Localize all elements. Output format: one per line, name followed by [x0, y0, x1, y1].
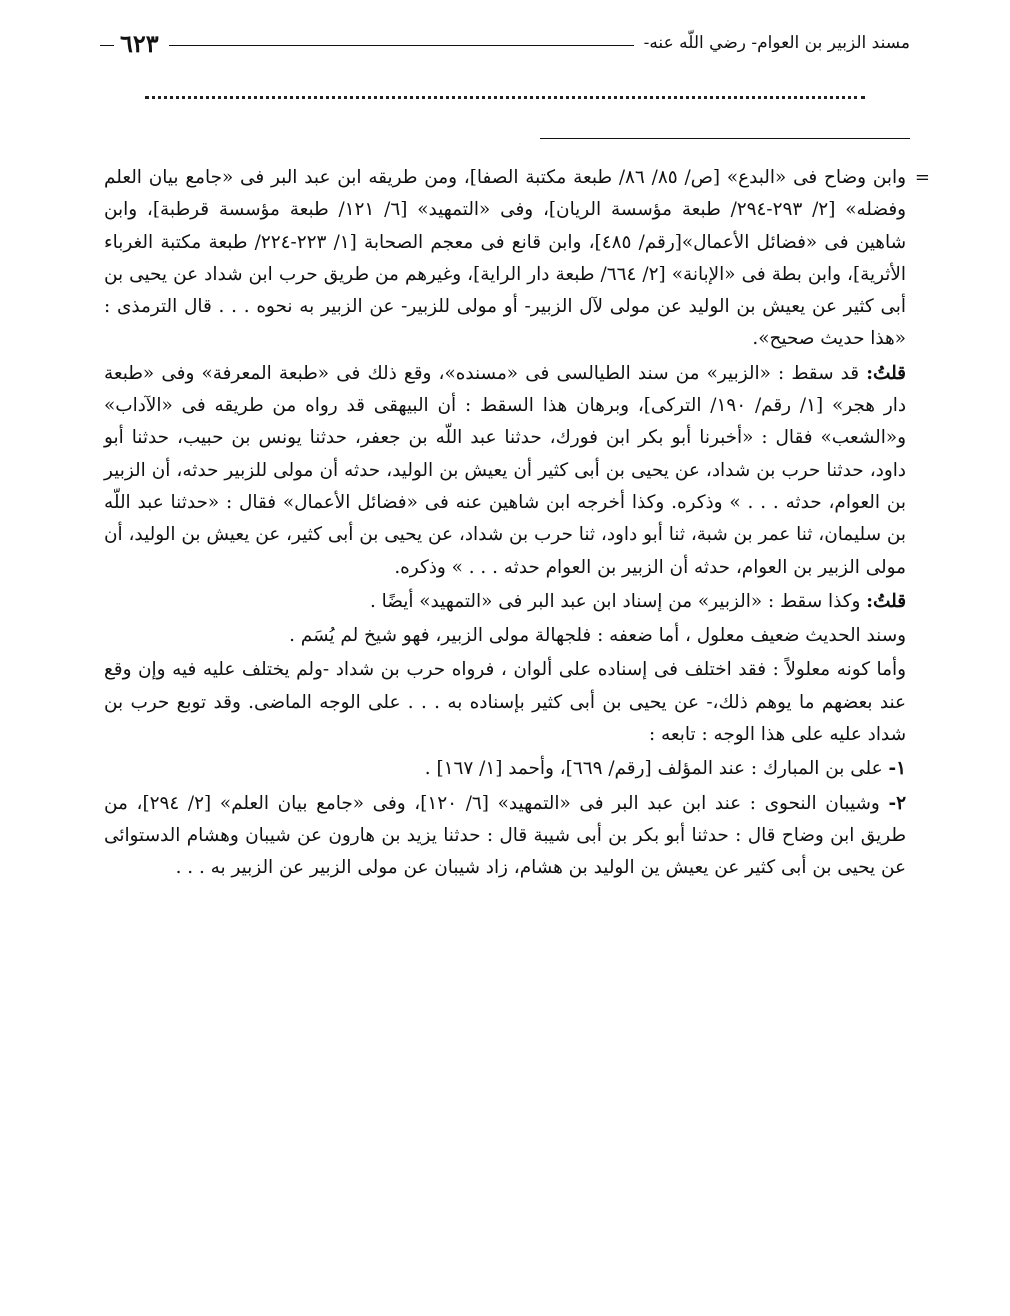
paragraph-text: وكذا سقط : «الزبير» من إسناد ابن عبد البر فى «التمهيد» أيضًا .: [369, 590, 861, 612]
page-number-dash: [100, 45, 114, 46]
list-item-text: وشيبان النحوى : عند ابن عبد البر فى «التمهيد» [٦/ ١٢٠]، وفى «جامع بيان العلم» [٢/ ٢٩٤]، من طريق ابن وضاح قال : حدثنا أبو بكر بن أبى شيبة قال : حدثنا يزيد بن هارون عن شيبان وهشام الدستوائى عن يحيى بن أبى كثير عن يعيش ين الوليد بن هشام، زاد شيبان عن مولى الزبير عن الزبير به . . .: [104, 792, 906, 879]
list-item-number: ٢-: [888, 792, 907, 814]
continuation-mark: =: [914, 167, 930, 188]
running-header: [100, 28, 910, 58]
paragraph-sanad-weak: [104, 620, 906, 652]
paragraph-qult-2: [104, 586, 906, 618]
footnote-rule: [540, 138, 910, 139]
paragraph-qult-1: [104, 358, 906, 584]
running-header-title: مسند الزبير بن العوام- رضي اللّه عنه-: [643, 33, 910, 53]
paragraph-illah: [104, 654, 906, 751]
list-item-1: [104, 753, 906, 785]
paragraph-text: وابن وضاح فى «البدع» [ص/ ٨٥/ ٨٦/ طبعة مكتبة الصفا]، ومن طريقه ابن عبد البر فى «جامع بيان العلم وفضله» [٢/ ٢٩٣-٢٩٤/ طبعة مؤسسة الريان]، وفى «التمهيد» [٦/ ١٢١/ طبعة مؤسسة قرطبة]، وابن شاهين فى «فضائل الأعمال»[رقم/ ٤٨٥]، وابن قانع فى معجم الصحابة [١/ ٢٢٣-٢٢٤/ طبعة مكتبة الغرباء الأثرية]، وابن بطة فى «الإبانة» [٢/ ٦٦٤/ طبعة دار الراية]، وغيرهم من طريق حرب ابن شداد عن يحيى بن أبى كثير عن يعيش بن الوليد عن مولى لآل الزبير- أو مولى للزبير- عن الزبير به نحوه . . . قال الترمذى : «هذا حديث صحيح».: [104, 167, 907, 350]
list-item-number: ١-: [888, 758, 906, 780]
header-rule: [169, 45, 634, 46]
paragraph-label: قلتُ:: [866, 362, 906, 384]
list-item-2: [104, 788, 906, 885]
paragraph-text: وأما كونه معلولاً : فقد اختلف فى إسناده على ألوان ، فرواه حرب بن شداد -ولم يختلف عليه فيه وإن وقع عند بعضهم ما يوهم ذلك،- عن يحيى بن أبى كثير بإسناده به . . . على الوجه الماضى. وقد توبع حرب بن شداد عليه على هذا الوجه : تابعه :: [104, 659, 906, 746]
list-item-text: على بن المبارك : عند المؤلف [رقم/ ٦٦٩]، وأحمد [١/ ١٦٧] .: [424, 758, 883, 780]
paragraph-text: قد سقط : «الزبير» من سند الطيالسى فى «مسنده»، وقع ذلك فى «طبعة المعرفة» وفى «طبعة دار هجر» [١/ رقم/ ١٩٠/ التركى]، وبرهان هذا السقط : أن البيهقى قد رواه من طريقه فى «الآداب» و«الشعب» فقال : «أخبرنا أبو بكر ابن فورك، حدثنا عبد اللّه بن جعفر، حدثنا يونس بن حبيب، حدثنا أبو داود، حدثنا حرب بن شداد، عن يحيى بن أبى كثير أن يعيش بن الوليد، حدثه أن مولى للزبير حدثه، أن الزبير بن العوام، حدثه . . . » وذكره. وكذا أخرجه ابن شاهين عنه فى «فضائل الأعمال» فقال : «حدثنا عبد اللّه بن سليمان، ثنا عمر بن شبة، ثنا أبو داود، ثنا حرب بن شداد، عن يحيى بن أبى كثير، عن يعيش بن الوليد، أن مولى الزبير بن العوام، حدثه أن الزبير بن العوام حدثه . . . » وذكره.: [104, 362, 907, 578]
paragraph-continued: [104, 162, 930, 356]
page-number-group: [100, 29, 159, 58]
footnote-body: [104, 162, 930, 887]
paragraph-text: وسند الحديث ضعيف معلول ، أما ضعفه : فلجهالة مولى الزبير، فهو شيخ لم يُسَم .: [289, 625, 906, 647]
dotted-separator: [145, 96, 865, 113]
paragraph-label: قلتُ:: [866, 590, 906, 612]
page-number: ٦٢٣: [120, 28, 159, 58]
